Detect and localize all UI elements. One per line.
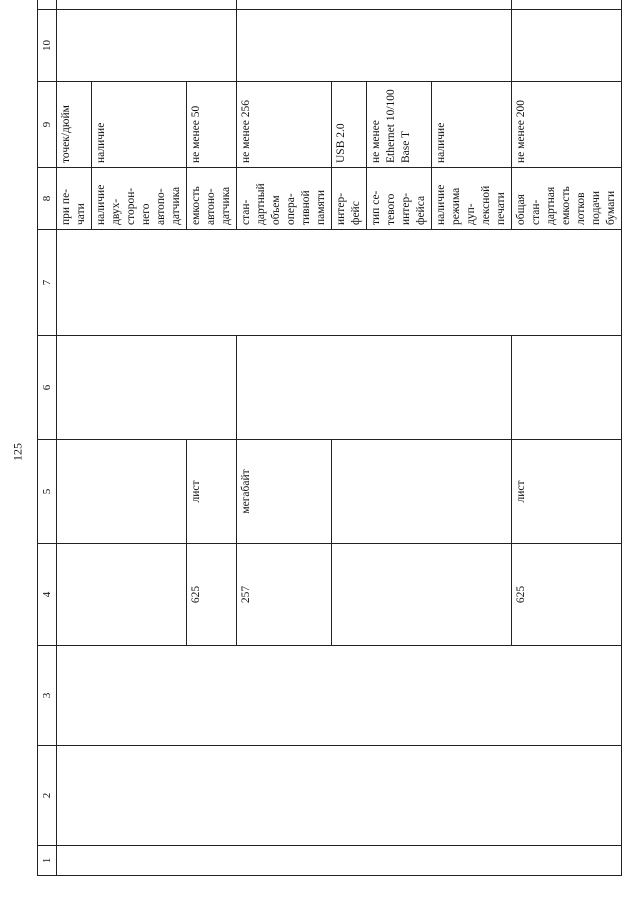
column-number: 5 [38,440,57,544]
column-number: 7 [38,230,57,336]
c5-cell [57,440,187,544]
c9-cell: не менее 200 [512,82,622,168]
c10-cell [512,10,622,82]
c8-cell: при пе-чати [57,168,92,230]
c9-cell: точек/дюйм [57,82,92,168]
c8-cell: наличие режима дуп-лексной печати [432,168,512,230]
c8-cell: наличие двух-сторон-него автопо-датчика [92,168,187,230]
c5-cell: лист [187,440,237,544]
column-number: 3 [38,646,57,746]
c8-cell: тип се-тевого интер-фейса [367,168,432,230]
c2-cell [57,746,622,846]
c9-cell: не менее Ethernet 10/100 Base T [367,82,432,168]
column-number: 9 [38,82,57,168]
c9-cell: наличие [432,82,512,168]
column-number: 8 [38,168,57,230]
column-number: 2 [38,746,57,846]
column-number-row [38,0,57,876]
specification-table-sheet [37,28,617,876]
page-number: 125 [10,443,25,461]
c3-cell [57,646,622,746]
c8-cell: общая стан-дартная емкость лотков подачи бумаги [512,168,622,230]
c10-cell [57,10,237,82]
c4-cell: 625 [187,544,237,646]
c6-cell [512,336,622,440]
c9-cell: USB 2.0 [332,82,367,168]
c4-cell: 625 [512,544,622,646]
column-number: 4 [38,544,57,646]
column-number [38,0,57,10]
c8-cell: интер-фейс [332,168,367,230]
table-row [57,0,92,876]
c11-cell [57,0,237,10]
c9-cell: не менее 256 [237,82,332,168]
c8-cell: стан-дартный объем опера-тивной памяти [237,168,332,230]
column-number: 1 [38,846,57,876]
c5-cell: лист [512,440,622,544]
c9-cell: не менее 50 [187,82,237,168]
c9-cell: наличие [92,82,187,168]
c4-cell [57,544,187,646]
c6-cell [57,336,237,440]
column-number: 6 [38,336,57,440]
c4-cell [332,544,512,646]
c5-cell: мегабайт [237,440,332,544]
c6-cell [237,336,512,440]
c8-cell: емкость автоно-датчика [187,168,237,230]
column-number: 10 [38,10,57,82]
c11-cell [237,0,512,10]
c5-cell [332,440,512,544]
c1-cell [57,846,622,876]
c4-cell: 257 [237,544,332,646]
c10-cell [237,10,512,82]
c7-cell [57,230,622,336]
specification-table [37,0,622,876]
c11-cell [512,0,622,10]
